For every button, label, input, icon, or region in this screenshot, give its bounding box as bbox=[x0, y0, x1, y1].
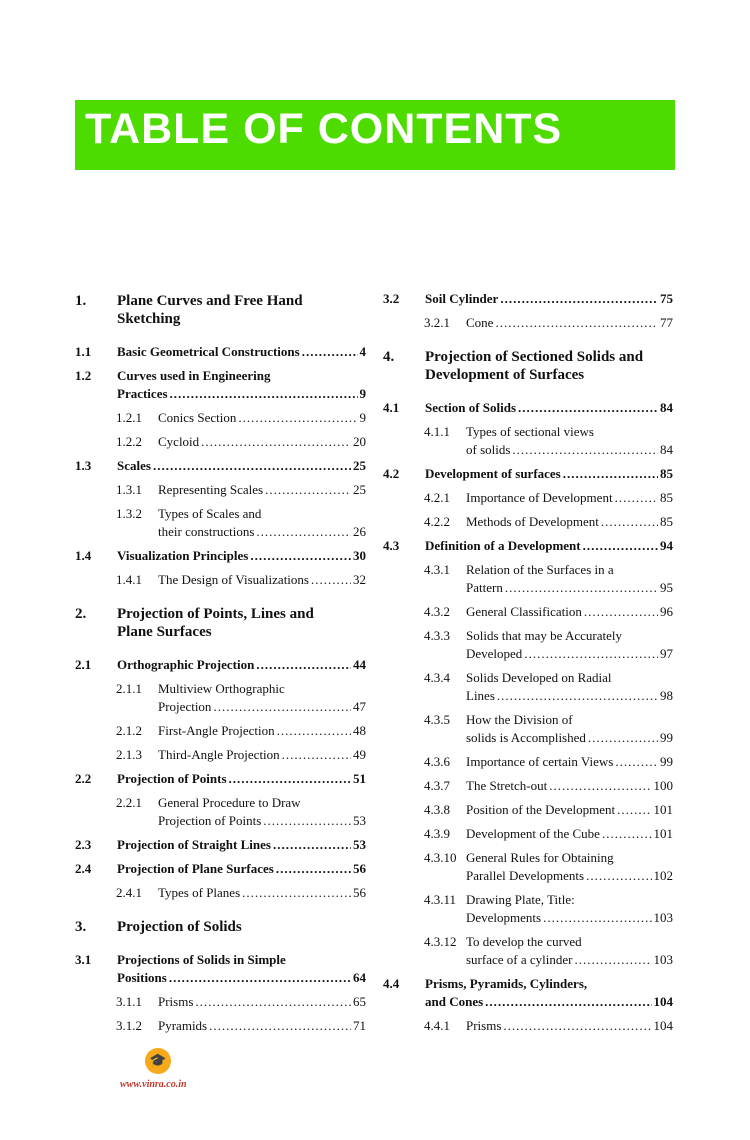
toc-entry-title: Projections of Solids in Simple bbox=[117, 952, 286, 967]
toc-column-right bbox=[383, 290, 673, 1041]
toc-entry-title: Lines bbox=[466, 688, 495, 703]
dot-leader bbox=[311, 571, 351, 589]
toc-section-entry[interactable] bbox=[75, 343, 366, 361]
toc-page-number: 99 bbox=[660, 730, 673, 745]
toc-entry-title: Projection of Solids bbox=[117, 919, 242, 935]
toc-entry-number: 4.3.9 bbox=[424, 826, 450, 841]
dot-leader bbox=[500, 290, 658, 308]
toc-page-number: 84 bbox=[660, 400, 673, 415]
dot-leader bbox=[276, 860, 351, 878]
toc-entry-number: 4.3.11 bbox=[424, 892, 457, 907]
dot-leader bbox=[497, 687, 658, 705]
toc-entry-title: General Procedure to Draw bbox=[158, 795, 301, 810]
toc-entry-title: Positions bbox=[117, 970, 167, 985]
dot-leader bbox=[524, 645, 658, 663]
toc-entry-title: Projection of Points bbox=[117, 771, 227, 786]
toc-page-number: 49 bbox=[353, 747, 366, 762]
toc-entry-number: 4.3.2 bbox=[424, 604, 450, 619]
dot-leader bbox=[601, 513, 658, 531]
dot-leader bbox=[584, 603, 658, 621]
toc-sub-entry[interactable] bbox=[383, 891, 673, 927]
toc-entry-number: 4.3.5 bbox=[424, 712, 450, 727]
dot-leader bbox=[242, 884, 351, 902]
toc-entry-number: 4.3.12 bbox=[424, 934, 457, 949]
dot-leader bbox=[195, 993, 351, 1011]
dot-leader bbox=[563, 465, 658, 483]
toc-entry-title: Orthographic Projection bbox=[117, 657, 255, 672]
toc-page-number: 47 bbox=[353, 699, 366, 714]
dot-leader bbox=[209, 1017, 351, 1035]
toc-entry-number: 4.3.8 bbox=[424, 802, 450, 817]
dot-leader bbox=[250, 547, 351, 565]
toc-entry-number: 4.3.4 bbox=[424, 670, 450, 685]
toc-entry-number: 3.1.1 bbox=[116, 994, 142, 1009]
toc-entry-number: 3.1.2 bbox=[116, 1018, 142, 1033]
toc-section-entry[interactable] bbox=[75, 656, 366, 674]
toc-entry-title: Relation of the Surfaces in a bbox=[466, 562, 614, 577]
toc-entry-number: 4.3.7 bbox=[424, 778, 450, 793]
toc-section-entry[interactable] bbox=[383, 537, 673, 555]
toc-sub-entry[interactable] bbox=[383, 777, 673, 795]
toc-section-entry[interactable] bbox=[75, 770, 366, 788]
dot-leader bbox=[485, 993, 651, 1011]
toc-section-entry[interactable] bbox=[75, 367, 366, 403]
toc-entry-title: Prisms bbox=[158, 994, 194, 1009]
dot-leader bbox=[229, 770, 351, 788]
toc-entry-number: 3.1 bbox=[75, 952, 92, 967]
toc-page-number: 100 bbox=[653, 778, 673, 793]
toc-page-number: 99 bbox=[660, 754, 673, 769]
toc-entry-title: Cone bbox=[466, 315, 494, 330]
toc-sub-entry[interactable] bbox=[75, 571, 366, 589]
toc-section-entry[interactable] bbox=[75, 547, 366, 565]
toc-page-number: 20 bbox=[353, 434, 366, 449]
toc-page-number: 25 bbox=[353, 458, 366, 473]
toc-entry-title: Cycloid bbox=[158, 434, 200, 449]
dot-leader bbox=[201, 433, 351, 451]
toc-entry-title: Curves used in Engineering bbox=[117, 368, 271, 383]
toc-page-number: 25 bbox=[353, 482, 366, 497]
toc-entry-number: 2.4.1 bbox=[116, 885, 142, 900]
toc-entry-title: Developments bbox=[466, 910, 542, 925]
dot-leader bbox=[238, 409, 357, 427]
toc-column-left bbox=[75, 290, 366, 1041]
toc-chapter-entry[interactable] bbox=[75, 292, 366, 328]
toc-page-number: 104 bbox=[653, 1018, 673, 1033]
dot-leader bbox=[617, 801, 651, 819]
toc-entry-title: Projection of Points bbox=[158, 813, 262, 828]
toc-sub-entry[interactable] bbox=[75, 993, 366, 1011]
dot-leader bbox=[153, 457, 351, 475]
toc-entry-title: Importance of Development bbox=[466, 490, 613, 505]
dot-leader bbox=[302, 343, 358, 361]
toc-entry-number: 1.1 bbox=[75, 344, 92, 359]
dot-leader bbox=[588, 729, 658, 747]
toc-sub-entry[interactable] bbox=[75, 884, 366, 902]
dot-leader bbox=[282, 746, 351, 764]
toc-sub-entry[interactable] bbox=[75, 746, 366, 764]
toc-page-number: 64 bbox=[353, 970, 366, 985]
toc-sub-entry[interactable] bbox=[383, 1017, 673, 1035]
toc-page-number: 85 bbox=[660, 490, 673, 505]
toc-entry-title: Plane Surfaces bbox=[117, 624, 212, 640]
toc-entry-number: 2.1.2 bbox=[116, 723, 142, 738]
toc-entry-title: Development of surfaces bbox=[425, 466, 561, 481]
toc-entry-title: The Design of Visualizations bbox=[158, 572, 309, 587]
dot-leader bbox=[586, 867, 651, 885]
toc-entry-number: 1.2 bbox=[75, 368, 92, 383]
toc-page-number: 53 bbox=[353, 837, 366, 852]
toc-page-number: 4 bbox=[359, 344, 366, 359]
toc-page-number: 96 bbox=[660, 604, 673, 619]
toc-entry-number: 2.1.3 bbox=[116, 747, 142, 762]
dot-leader bbox=[213, 698, 351, 716]
toc-section-entry[interactable] bbox=[75, 951, 366, 987]
toc-page-number: 85 bbox=[660, 514, 673, 529]
toc-page-number: 56 bbox=[353, 885, 366, 900]
dot-leader bbox=[503, 1017, 651, 1035]
toc-entry-number: 1.2.2 bbox=[116, 434, 142, 449]
toc-entry-title: Basic Geometrical Constructions bbox=[117, 344, 300, 359]
toc-page-number: 95 bbox=[660, 580, 673, 595]
toc-sub-entry[interactable] bbox=[383, 627, 673, 663]
toc-page-number: 51 bbox=[353, 771, 366, 786]
toc-page-number: 56 bbox=[353, 861, 366, 876]
dot-leader bbox=[263, 812, 351, 830]
dot-leader bbox=[495, 314, 658, 332]
toc-sub-entry[interactable] bbox=[383, 669, 673, 705]
toc-section-entry[interactable] bbox=[75, 836, 366, 854]
toc-sub-entry[interactable] bbox=[75, 794, 366, 830]
toc-entry-title: Projection of Straight Lines bbox=[117, 837, 271, 852]
dot-leader bbox=[583, 537, 658, 555]
toc-entry-number: 3.2.1 bbox=[424, 315, 450, 330]
dot-leader bbox=[574, 951, 651, 969]
toc-page-number: 9 bbox=[359, 386, 366, 401]
toc-entry-title: Third-Angle Projection bbox=[158, 747, 280, 762]
toc-entry-number: 4.1.1 bbox=[424, 424, 450, 439]
toc-entry-title: Representing Scales bbox=[158, 482, 264, 497]
toc-entry-title: Plane Curves and Free Hand bbox=[117, 293, 303, 309]
toc-entry-number: 4.1 bbox=[383, 400, 400, 415]
toc-entry-number: 2.2 bbox=[75, 771, 92, 786]
dot-leader bbox=[265, 481, 351, 499]
dot-leader bbox=[256, 656, 351, 674]
toc-entry-title: Developed bbox=[466, 646, 523, 661]
toc-sub-entry[interactable] bbox=[75, 505, 366, 541]
dot-leader bbox=[170, 385, 358, 403]
toc-page-number: 103 bbox=[653, 952, 673, 967]
toc-entry-title: Development of Surfaces bbox=[425, 367, 585, 383]
toc-page-number: 104 bbox=[653, 994, 673, 1009]
toc-sub-entry[interactable] bbox=[383, 513, 673, 531]
toc-page-number: 101 bbox=[653, 802, 673, 817]
toc-entry-number: 4.4 bbox=[383, 976, 400, 991]
toc-entry-title: Pattern bbox=[466, 580, 503, 595]
toc-entry-number: 4.3 bbox=[383, 538, 400, 553]
title-banner bbox=[75, 100, 675, 170]
toc-page-number: 102 bbox=[653, 868, 673, 883]
toc-entry-number: 1. bbox=[75, 293, 87, 309]
toc-sub-entry[interactable] bbox=[383, 849, 673, 885]
toc-entry-title: Visualization Principles bbox=[117, 548, 249, 563]
toc-sub-entry[interactable] bbox=[75, 433, 366, 451]
toc-chapter-entry[interactable] bbox=[75, 918, 366, 936]
dot-leader bbox=[549, 777, 651, 795]
toc-sub-entry[interactable] bbox=[383, 801, 673, 819]
toc-entry-number: 4.2 bbox=[383, 466, 400, 481]
toc-entry-title: Types of Scales and bbox=[158, 506, 262, 521]
page-title: TABLE OF CONTENTS bbox=[85, 105, 563, 153]
toc-sub-entry[interactable] bbox=[383, 753, 673, 771]
toc-entry-number: 1.2.1 bbox=[116, 410, 142, 425]
toc-section-entry[interactable] bbox=[75, 457, 366, 475]
toc-entry-number: 1.3 bbox=[75, 458, 92, 473]
toc-entry-title: Prisms, Pyramids, Cylinders, bbox=[425, 976, 588, 991]
toc-section-entry[interactable] bbox=[383, 975, 673, 1011]
dot-leader bbox=[512, 441, 658, 459]
toc-entry-title: To develop the curved bbox=[466, 934, 582, 949]
toc-section-entry[interactable] bbox=[383, 399, 673, 417]
footer-url[interactable]: www.vinra.co.in bbox=[120, 1079, 187, 1090]
toc-entry-title: Multiview Orthographic bbox=[158, 681, 285, 696]
toc-entry-number: 4.2.1 bbox=[424, 490, 450, 505]
toc-entry-title: Soil Cylinder bbox=[425, 291, 499, 306]
toc-sub-entry[interactable] bbox=[383, 825, 673, 843]
toc-entry-number: 4.3.10 bbox=[424, 850, 457, 865]
toc-entry-title: Types of Planes bbox=[158, 885, 241, 900]
toc-entry-number: 2.2.1 bbox=[116, 795, 142, 810]
toc-entry-title: surface of a cylinder bbox=[466, 952, 573, 967]
toc-section-entry[interactable] bbox=[75, 860, 366, 878]
toc-entry-title: Practices bbox=[117, 386, 168, 401]
toc-sub-entry[interactable] bbox=[75, 409, 366, 427]
toc-entry-title: Definition of a Development bbox=[425, 538, 581, 553]
toc-section-entry[interactable] bbox=[383, 290, 673, 308]
toc-entry-title: General Classification bbox=[466, 604, 582, 619]
toc-page-number: 85 bbox=[660, 466, 673, 481]
toc-entry-title: The Stretch-out bbox=[466, 778, 548, 793]
toc-entry-number: 4.3.6 bbox=[424, 754, 450, 769]
toc-entry-title: Methods of Development bbox=[466, 514, 599, 529]
toc-entry-number: 2.1 bbox=[75, 657, 92, 672]
toc-entry-number: 3. bbox=[75, 919, 87, 935]
toc-entry-title: Projection of Plane Surfaces bbox=[117, 861, 274, 876]
toc-page-number: 65 bbox=[353, 994, 366, 1009]
toc-page-number: 44 bbox=[353, 657, 366, 672]
toc-sub-entry[interactable] bbox=[383, 489, 673, 507]
toc-page-number: 48 bbox=[353, 723, 366, 738]
dot-leader bbox=[256, 523, 351, 541]
toc-page-number: 71 bbox=[353, 1018, 366, 1033]
toc-entry-title: Prisms bbox=[466, 1018, 502, 1033]
toc-entry-title: of solids bbox=[466, 442, 511, 457]
toc-page-number: 97 bbox=[660, 646, 673, 661]
toc-page-number: 30 bbox=[353, 548, 366, 563]
toc-sub-entry[interactable] bbox=[383, 603, 673, 621]
toc-entry-number: 2.1.1 bbox=[116, 681, 142, 696]
dot-leader bbox=[518, 399, 658, 417]
toc-sub-entry[interactable] bbox=[75, 481, 366, 499]
toc-entry-number: 2. bbox=[75, 606, 87, 622]
toc-entry-number: 4. bbox=[383, 349, 395, 365]
toc-entry-number: 3.2 bbox=[383, 291, 400, 306]
toc-entry-title: First-Angle Projection bbox=[158, 723, 275, 738]
dot-leader bbox=[615, 489, 658, 507]
dot-leader bbox=[615, 753, 658, 771]
toc-entry-number: 4.4.1 bbox=[424, 1018, 450, 1033]
toc-page-number: 103 bbox=[653, 910, 673, 925]
toc-entry-title: Sketching bbox=[117, 311, 181, 327]
toc-entry-number: 1.3.2 bbox=[116, 506, 142, 521]
dot-leader bbox=[505, 579, 658, 597]
toc-page-number: 32 bbox=[353, 572, 366, 587]
toc-entry-title: Pyramids bbox=[158, 1018, 208, 1033]
dot-leader bbox=[277, 722, 351, 740]
toc-entry-number: 1.4 bbox=[75, 548, 92, 563]
toc-page-number: 26 bbox=[353, 524, 366, 539]
toc-page-number: 75 bbox=[660, 291, 673, 306]
toc-sub-entry[interactable] bbox=[383, 423, 673, 459]
toc-entry-number: 4.2.2 bbox=[424, 514, 450, 529]
toc-entry-title: and Cones bbox=[425, 994, 484, 1009]
toc-entry-number: 1.3.1 bbox=[116, 482, 142, 497]
toc-entry-title: Position of the Development bbox=[466, 802, 616, 817]
toc-entry-number: 1.4.1 bbox=[116, 572, 142, 587]
dot-leader bbox=[602, 825, 652, 843]
toc-entry-number: 4.3.1 bbox=[424, 562, 450, 577]
toc-chapter-entry[interactable] bbox=[383, 348, 673, 384]
toc-page-number: 98 bbox=[660, 688, 673, 703]
toc-sub-entry[interactable] bbox=[75, 680, 366, 716]
toc-entry-title: Projection bbox=[158, 699, 212, 714]
toc-entry-title: How the Division of bbox=[466, 712, 573, 727]
toc-sub-entry[interactable] bbox=[75, 1017, 366, 1035]
toc-sub-entry[interactable] bbox=[383, 314, 673, 332]
toc-page-number: 77 bbox=[660, 315, 673, 330]
toc-entry-title: Development of the Cube bbox=[466, 826, 600, 841]
toc-entry-title: Types of sectional views bbox=[466, 424, 594, 439]
toc-page-number: 9 bbox=[359, 410, 366, 425]
toc-entry-title: solids is Accomplished bbox=[466, 730, 586, 745]
toc-entry-number: 4.3.3 bbox=[424, 628, 450, 643]
toc-entry-title: Projection of Sectioned Solids and bbox=[425, 349, 644, 365]
toc-entry-title: Solids Developed on Radial bbox=[466, 670, 612, 685]
toc-page-number: 101 bbox=[653, 826, 673, 841]
toc-entry-title: Parallel Developments bbox=[466, 868, 585, 883]
toc-sub-entry[interactable] bbox=[75, 722, 366, 740]
dot-leader bbox=[543, 909, 651, 927]
toc-entry-title: Drawing Plate, Title: bbox=[466, 892, 575, 907]
toc-entry-title: Importance of certain Views bbox=[466, 754, 614, 769]
toc-sub-entry[interactable] bbox=[383, 933, 673, 969]
toc-entry-title: Projection of Points, Lines and bbox=[117, 606, 314, 622]
toc-sub-entry[interactable] bbox=[383, 711, 673, 747]
graduation-cap-icon: 🎓 bbox=[145, 1048, 171, 1074]
toc-page-number: 53 bbox=[353, 813, 366, 828]
toc-entry-title: General Rules for Obtaining bbox=[466, 850, 614, 865]
toc-page-number: 94 bbox=[660, 538, 673, 553]
toc-entry-number: 2.3 bbox=[75, 837, 92, 852]
toc-page-number: 84 bbox=[660, 442, 673, 457]
toc-entry-title: Conics Section bbox=[158, 410, 237, 425]
dot-leader bbox=[273, 836, 351, 854]
toc-section-entry[interactable] bbox=[383, 465, 673, 483]
toc-entry-title: Section of Solids bbox=[425, 400, 517, 415]
toc-chapter-entry[interactable] bbox=[75, 605, 366, 641]
dot-leader bbox=[169, 969, 351, 987]
toc-entry-title: Scales bbox=[117, 458, 151, 473]
toc-entry-title: Solids that may be Accurately bbox=[466, 628, 622, 643]
toc-sub-entry[interactable] bbox=[383, 561, 673, 597]
toc-entry-number: 2.4 bbox=[75, 861, 92, 876]
toc-entry-title: their constructions bbox=[158, 524, 255, 539]
